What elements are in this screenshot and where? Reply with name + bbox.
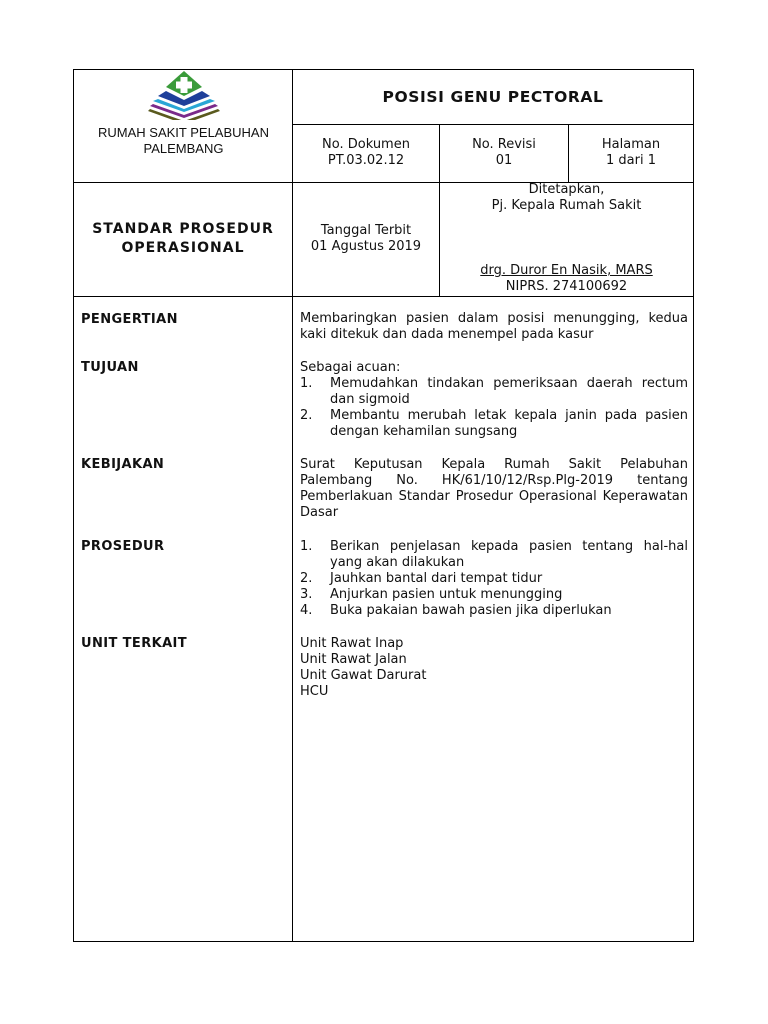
- signer-name: drg. Duror En Nasik, MARS: [480, 263, 653, 278]
- list-item: [300, 603, 688, 619]
- tujuan-list: [300, 376, 688, 440]
- list-item-number: 1.: [300, 376, 313, 391]
- page-label: Halaman: [601, 137, 661, 152]
- sop-document-frame: [73, 69, 694, 942]
- section-body-prosedur: [300, 539, 688, 619]
- unit-item: HCU: [300, 684, 329, 699]
- list-item: [300, 376, 688, 408]
- unit-item: Unit Gawat Darurat: [300, 668, 427, 683]
- issued-date-label: Tanggal Terbit: [320, 223, 412, 238]
- revision-label: No. Revisi: [472, 137, 536, 152]
- list-item-number: 2.: [300, 408, 313, 423]
- list-item-text: Buka pakaian bawah pasien jika diperlukan: [330, 603, 612, 618]
- title-divider: [293, 124, 693, 125]
- list-item: [300, 571, 688, 587]
- approval-cell: [440, 182, 693, 214]
- document-number-cell: [293, 137, 439, 169]
- sop-title: STANDAR PROSEDUR OPERASIONAL: [92, 221, 274, 256]
- list-item-number: 3.: [300, 587, 313, 602]
- section-label-kebijakan: KEBIJAKAN: [81, 457, 165, 472]
- approval-label: Ditetapkan,: [528, 182, 605, 197]
- section-label-tujuan: TUJUAN: [81, 360, 139, 375]
- list-item-text: Membantu merubah letak kepala janin pada pasien dengan kehamilan sungsang: [330, 408, 688, 439]
- document-title: POSISI GENU PECTORAL: [382, 88, 604, 106]
- logo-cross-h: [176, 82, 192, 89]
- section-label-pengertian: PENGERTIAN: [81, 312, 178, 327]
- list-item: [300, 587, 688, 603]
- document-number-value: PT.03.02.12: [327, 153, 405, 168]
- hospital-name: RUMAH SAKIT PELABUHAN PALEMBANG: [98, 125, 269, 156]
- list-item-text: Berikan penjelasan kepada pasien tentang hal-hal yang akan dilakukan: [330, 539, 688, 570]
- prosedur-list: [300, 539, 688, 619]
- approval-role: Pj. Kepala Rumah Sakit: [491, 198, 642, 213]
- signer-id: NIPRS. 274100692: [505, 279, 628, 294]
- section-body-tujuan: [300, 360, 688, 440]
- list-item-number: 2.: [300, 571, 313, 586]
- header-divider-2: [74, 296, 693, 297]
- list-item-text: Jauhkan bantal dari tempat tidur: [330, 571, 543, 586]
- hospital-logo: [144, 70, 224, 120]
- page-cell: [569, 137, 693, 169]
- unit-item: Unit Rawat Jalan: [300, 652, 407, 667]
- unit-item: Unit Rawat Inap: [300, 636, 404, 651]
- list-item-text: Memudahkan tindakan pemeriksaan daerah rectum dan sigmoid: [330, 376, 688, 407]
- section-text-pengertian: Membaringkan pasien dalam posisi menungging, kedua kaki ditekuk dan dada menempel pada kasur: [300, 311, 688, 342]
- tujuan-intro: Sebagai acuan:: [300, 360, 401, 375]
- list-item-number: 1.: [300, 539, 313, 554]
- list-item-number: 4.: [300, 603, 313, 618]
- revision-cell: [440, 137, 568, 169]
- section-label-prosedur: PROSEDUR: [81, 539, 165, 554]
- signer-cell: [440, 263, 693, 295]
- issued-date-cell: [293, 223, 439, 255]
- issued-date-value: 01 Agustus 2019: [310, 239, 422, 254]
- section-body-unit-terkait: [300, 636, 688, 700]
- document-number-label: No. Dokumen: [322, 137, 410, 152]
- list-item: [300, 408, 688, 440]
- page-value: 1 dari 1: [606, 153, 656, 168]
- vertical-divider-left: [292, 70, 293, 941]
- section-label-unit-terkait: UNIT TERKAIT: [81, 636, 188, 651]
- section-text-kebijakan: Surat Keputusan Kepala Rumah Sakit Pelabuhan Palembang No. HK/61/10/12/Rsp.Plg-2019 tentang Pemberlakuan Standar Prosedur Operasional Keperawatan Dasar: [300, 457, 688, 520]
- list-item-text: Anjurkan pasien untuk menungging: [330, 587, 563, 602]
- list-item: [300, 539, 688, 571]
- revision-value: 01: [495, 153, 513, 168]
